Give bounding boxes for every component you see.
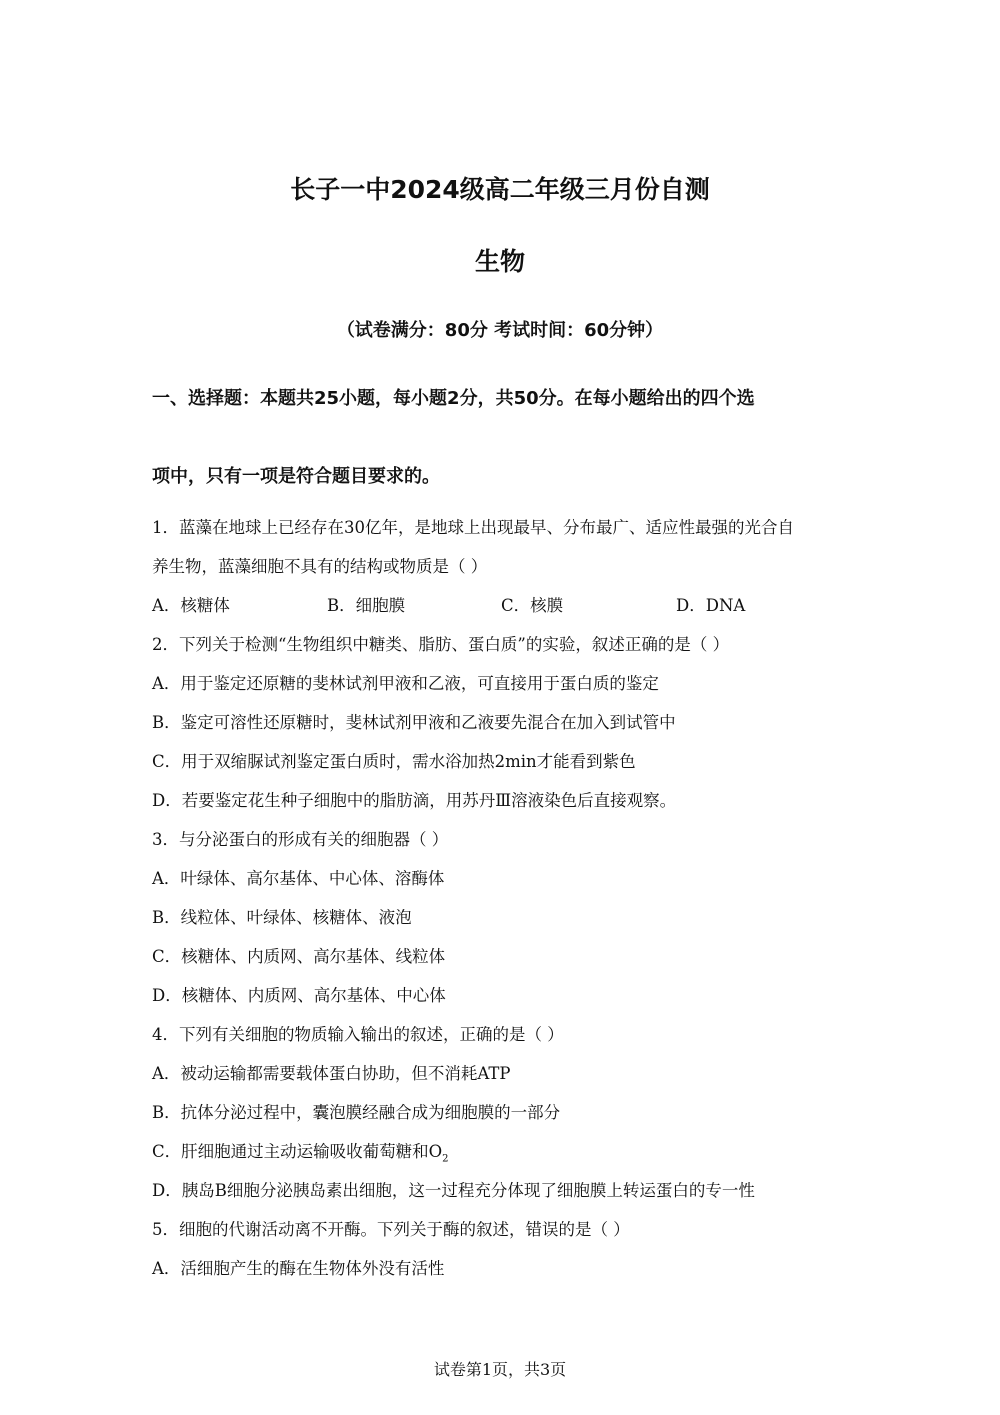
- q4-option-a: A．被动运输都需要载体蛋白协助，但不消耗ATP: [152, 1064, 511, 1083]
- q5-stem: 5．细胞的代谢活动离不开酶。下列关于酶的叙述，错误的是（ ）: [152, 1220, 630, 1239]
- q3-stem: 3．与分泌蛋白的形成有关的细胞器（ ）: [152, 830, 449, 849]
- q4-option-d: D．胰岛B细胞分泌胰岛素出细胞，这一过程充分体现了细胞膜上转运蛋白的专一性: [152, 1181, 755, 1200]
- q4-option-c: [152, 1141, 449, 1170]
- subject-title: 生物: [474, 247, 525, 276]
- q4-option-c-subscript: 2: [442, 1153, 449, 1165]
- q1-stem-line1: 1．蓝藻在地球上已经存在30亿年，是地球上出现最早、分布最广、适应性最强的光合自: [152, 518, 794, 537]
- q3-option-c: C．核糖体、内质网、高尔基体、线粒体: [152, 947, 446, 966]
- q1-option-c: C．核膜: [501, 596, 564, 615]
- q2-option-c: C．用于双缩脲试剂鉴定蛋白质时，需水浴加热2min才能看到紫色: [152, 752, 636, 771]
- section-heading-line2: 项中，只有一项是符合题目要求的。: [152, 466, 440, 487]
- exam-title: 长子一中2024级高二年级三月份自测: [290, 175, 710, 204]
- q1-option-a: A．核糖体: [152, 596, 230, 615]
- q3-option-b: B．线粒体、叶绿体、核糖体、液泡: [152, 908, 412, 927]
- q3-option-d: D．核糖体、内质网、高尔基体、中心体: [152, 986, 446, 1005]
- q4-stem: 4．下列有关细胞的物质输入输出的叙述，正确的是（ ）: [152, 1025, 564, 1044]
- q1-stem-line2: 养生物，蓝藻细胞不具有的结构或物质是（ ）: [152, 557, 488, 576]
- q4-option-b: B．抗体分泌过程中，囊泡膜经融合成为细胞膜的一部分: [152, 1103, 561, 1122]
- q2-stem: 2．下列关于检测“生物组织中糖类、脂肪、蛋白质”的实验，叙述正确的是（ ）: [152, 635, 730, 654]
- section-heading-line1: 一、选择题：本题共25小题，每小题2分，共50分。在每小题给出的四个选: [152, 388, 755, 409]
- q2-option-a: A．用于鉴定还原糖的斐林试剂甲液和乙液，可直接用于蛋白质的鉴定: [152, 674, 659, 693]
- q1-option-d: D．DNA: [676, 596, 746, 615]
- q3-option-a: A．叶绿体、高尔基体、中心体、溶酶体: [152, 869, 445, 888]
- q1-option-b: B．细胞膜: [327, 596, 406, 615]
- q5-option-a: A．活细胞产生的酶在生物体外没有活性: [152, 1259, 445, 1278]
- page-footer: 试卷第1页，共3页: [433, 1360, 567, 1379]
- q2-option-d: D．若要鉴定花生种子细胞中的脂肪滴，用苏丹Ⅲ溶液染色后直接观察。: [152, 791, 677, 810]
- exam-info: （试卷满分：80分 考试时间：60分钟）: [336, 320, 664, 341]
- q4-option-c-text: C．肝细胞通过主动运输吸收葡萄糖和O: [152, 1142, 443, 1161]
- q2-option-b: B．鉴定可溶性还原糖时，斐林试剂甲液和乙液要先混合在加入到试管中: [152, 713, 676, 732]
